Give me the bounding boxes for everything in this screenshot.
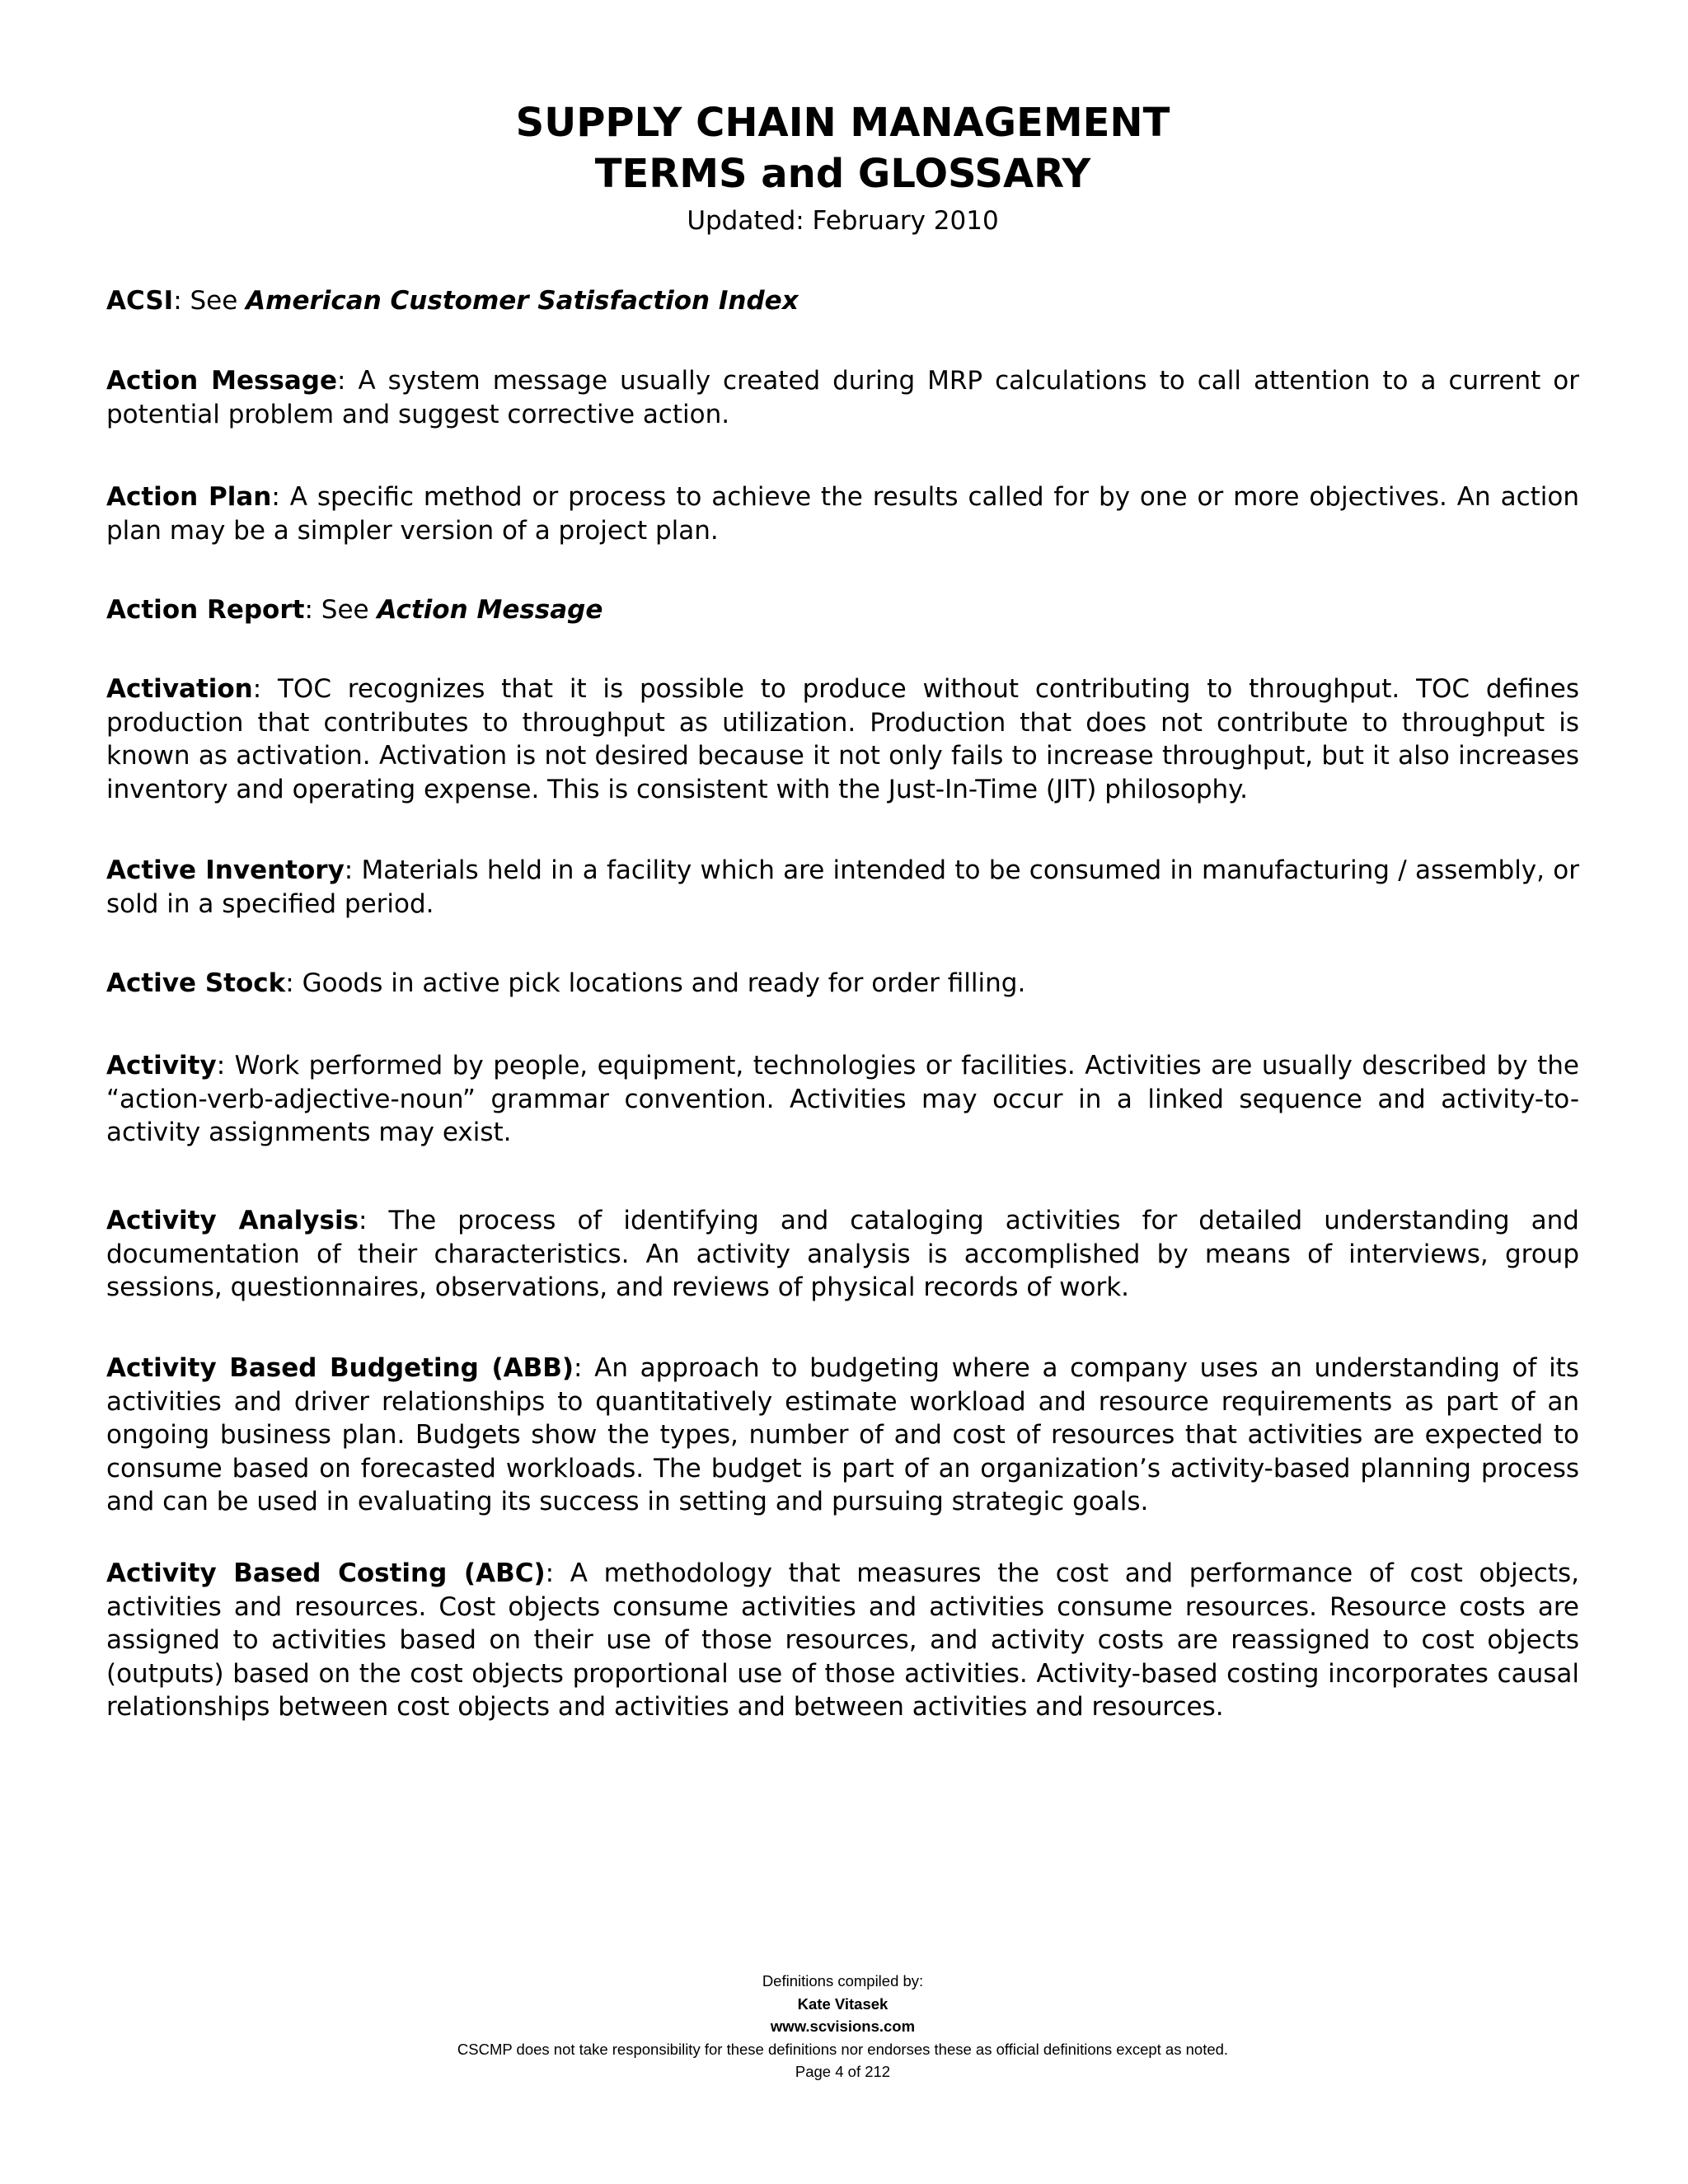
page-footer bbox=[106, 1970, 1579, 2083]
page-number: Page 4 of 212 bbox=[795, 2063, 891, 2080]
glossary-entry-action-report bbox=[106, 593, 1579, 627]
term-separator: : bbox=[271, 482, 290, 512]
title-block bbox=[106, 97, 1579, 239]
glossary-entry-active-stock bbox=[106, 967, 1579, 1001]
document-title-line1: SUPPLY CHAIN MANAGEMENT bbox=[515, 100, 1170, 146]
term-separator: : bbox=[574, 1353, 595, 1383]
document-page bbox=[106, 0, 1579, 2184]
glossary-term: Action Plan bbox=[106, 482, 272, 512]
glossary-term: Activity bbox=[106, 1051, 217, 1080]
glossary-entry-activity bbox=[106, 1049, 1579, 1150]
glossary-definition: Work performed by people, equipment, technologies or facilities. Activities are usually described by the “action-verb-adjective-noun” grammar convention. Activities may occur in a linked sequence and activity-to-activity assignments may exist. bbox=[106, 1051, 1579, 1147]
term-separator: : bbox=[545, 1558, 570, 1588]
glossary-entry-acsi bbox=[106, 284, 1579, 318]
glossary-definition: Goods in active pick locations and ready for order filling. bbox=[302, 968, 1026, 998]
glossary-definition: A specific method or process to achieve the results called for by one or more objectives. An action plan may be a simpler version of a project plan. bbox=[106, 482, 1579, 546]
glossary-definition: Materials held in a facility which are intended to be consumed in manufacturing / assembly, or sold in a specified period. bbox=[106, 855, 1579, 919]
glossary-term: Activation bbox=[106, 674, 253, 704]
document-title-line2: TERMS and GLOSSARY bbox=[594, 151, 1091, 197]
glossary-term: Action Message bbox=[106, 366, 338, 396]
glossary-term: Activity Based Budgeting (ABB) bbox=[106, 1353, 574, 1383]
term-separator: : See bbox=[304, 595, 377, 625]
footer-compiled-by: Definitions compiled by: bbox=[762, 1972, 924, 1990]
glossary-definition: A methodology that measures the cost and performance of cost objects, activities and resources. Cost objects consume activities and activities consume resources. Resource costs are assigned to activities based on their use of those resources, and activity costs are reassigned to cost objects (outputs) based on the cost objects proportional use of those activities. Activity-based costing incorporates causal relationships between cost objects and activities and between activities and resources. bbox=[106, 1558, 1579, 1722]
glossary-term: Activity Analysis bbox=[106, 1206, 359, 1235]
glossary-entry-active-inventory bbox=[106, 854, 1579, 921]
term-separator: : bbox=[216, 1051, 235, 1080]
term-separator: : bbox=[344, 855, 362, 885]
footer-disclaimer: CSCMP does not take responsibility for these definitions nor endorses these as official definitions except as noted. bbox=[457, 2040, 1229, 2058]
glossary-definition: TOC recognizes that it is possible to produce without contributing to throughput. TOC defines production that contributes to throughput as utilization. Production that does not contribute to throughput is known as activation. Activation is not desired because it not only fails to increase throughput, but it also increases inventory and operating expense. This is consistent with the Just-In-Time (JIT) philosophy. bbox=[106, 674, 1579, 804]
footer-author: Kate Vitasek bbox=[797, 1994, 889, 2013]
glossary-term: Action Report bbox=[106, 595, 305, 625]
glossary-entry-activity-based-budgeting bbox=[106, 1352, 1579, 1519]
glossary-entry-activation bbox=[106, 673, 1579, 806]
term-separator: : bbox=[359, 1206, 389, 1235]
glossary-entry-action-message bbox=[106, 364, 1579, 431]
term-separator: : See bbox=[173, 286, 246, 316]
glossary-definition: A system message usually created during MRP calculations to call attention to a current or potential problem and suggest corrective action. bbox=[106, 366, 1579, 429]
glossary-term: Active Stock bbox=[106, 968, 286, 998]
glossary-entry-activity-based-costing bbox=[106, 1557, 1579, 1724]
glossary-definition: The process of identifying and cataloging activities for detailed understanding and documentation of their characteristics. An activity analysis is accomplished by means of interviews, group sessions, questionnaires, observations, and reviews of physical records of work. bbox=[106, 1206, 1579, 1302]
glossary-entry-activity-analysis bbox=[106, 1204, 1579, 1305]
cross-reference: American Customer Satisfaction Index bbox=[246, 286, 799, 316]
term-separator: : bbox=[285, 968, 302, 998]
term-separator: : bbox=[337, 366, 359, 396]
footer-website: www.scvisions.com bbox=[770, 2018, 916, 2035]
cross-reference: Action Message bbox=[377, 595, 603, 625]
updated-date: Updated: February 2010 bbox=[687, 206, 999, 236]
glossary-definition: An approach to budgeting where a company uses an understanding of its activities and driver relationships to quantitatively estimate workload and resource requirements as part of an ongoing business plan. Budgets show the types, number of and cost of resources that activities are expected to consume based on forecasted workloads. The budget is part of an organization’s activity-based planning process and can be used in evaluating its success in setting and pursuing strategic goals. bbox=[106, 1353, 1579, 1516]
term-separator: : bbox=[252, 674, 278, 704]
glossary-term: ACSI bbox=[106, 286, 174, 316]
glossary-term: Activity Based Costing (ABC) bbox=[106, 1558, 546, 1588]
glossary-term: Active Inventory bbox=[106, 855, 345, 885]
glossary-entry-action-plan bbox=[106, 480, 1579, 547]
